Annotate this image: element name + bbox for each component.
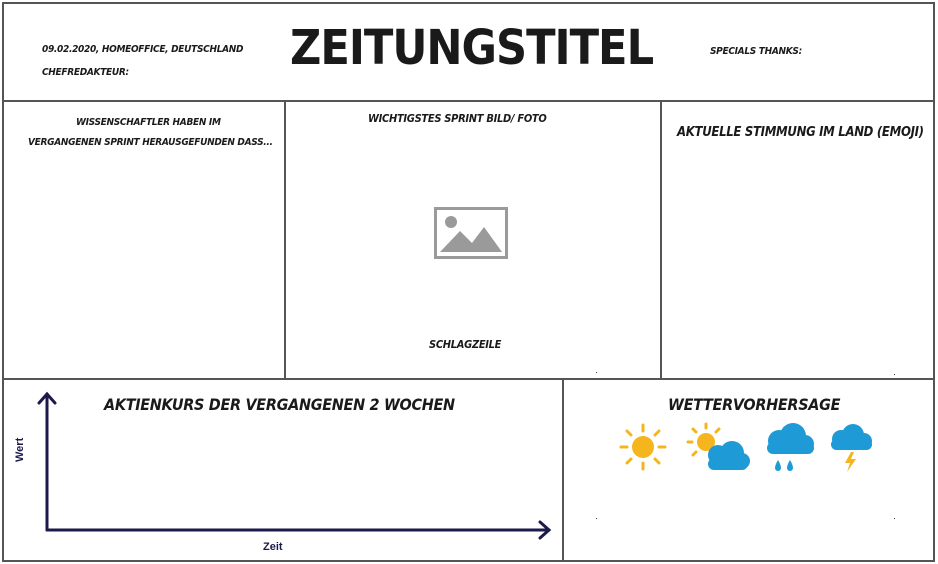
photo-panel: [284, 100, 662, 380]
partly-cloudy-icon: [682, 422, 752, 472]
corner-dot: [596, 372, 597, 373]
science-panel: [2, 100, 286, 380]
mood-title: AKTUELLE STIMMUNG IM LAND (EMOJI): [677, 125, 924, 140]
specials-thanks-label: SPECIALS THANKS:: [710, 46, 802, 57]
headline-caption: SCHLAGZEILE: [429, 338, 502, 351]
corner-dot: [596, 518, 597, 519]
science-title-line1: WISSENSCHAFTLER HABEN IM: [76, 117, 221, 128]
rain-cloud-icon: [762, 420, 818, 476]
corner-dot: [894, 518, 895, 519]
stock-panel: [2, 378, 564, 562]
corner-dot: [894, 374, 895, 375]
header-panel: [2, 2, 935, 102]
editor-label: CHEFREDAKTEUR:: [42, 67, 129, 78]
stock-axes: [4, 380, 562, 560]
sun-icon: [618, 422, 668, 472]
thunder-cloud-icon: [826, 420, 876, 474]
x-axis-label: Zeit: [263, 541, 283, 553]
weather-title: WETTERVORHERSAGE: [668, 395, 841, 414]
date-location-line: 09.02.2020, HOMEOFFICE, DEUTSCHLAND: [42, 44, 244, 55]
newspaper-title: ZEITUNGSTITEL: [290, 20, 654, 76]
image-placeholder-icon: [434, 207, 508, 259]
weather-panel: [562, 378, 935, 562]
stock-title: AKTIENKURS DER VERGANGENEN 2 WOCHEN: [104, 395, 455, 414]
y-axis-label: Wert: [14, 437, 26, 462]
mood-panel: [660, 100, 935, 380]
science-title-line2: VERGANGENEN SPRINT HERAUSGEFUNDEN DASS...: [28, 137, 273, 148]
photo-title: WICHTIGSTES SPRINT BILD/ FOTO: [368, 112, 547, 125]
